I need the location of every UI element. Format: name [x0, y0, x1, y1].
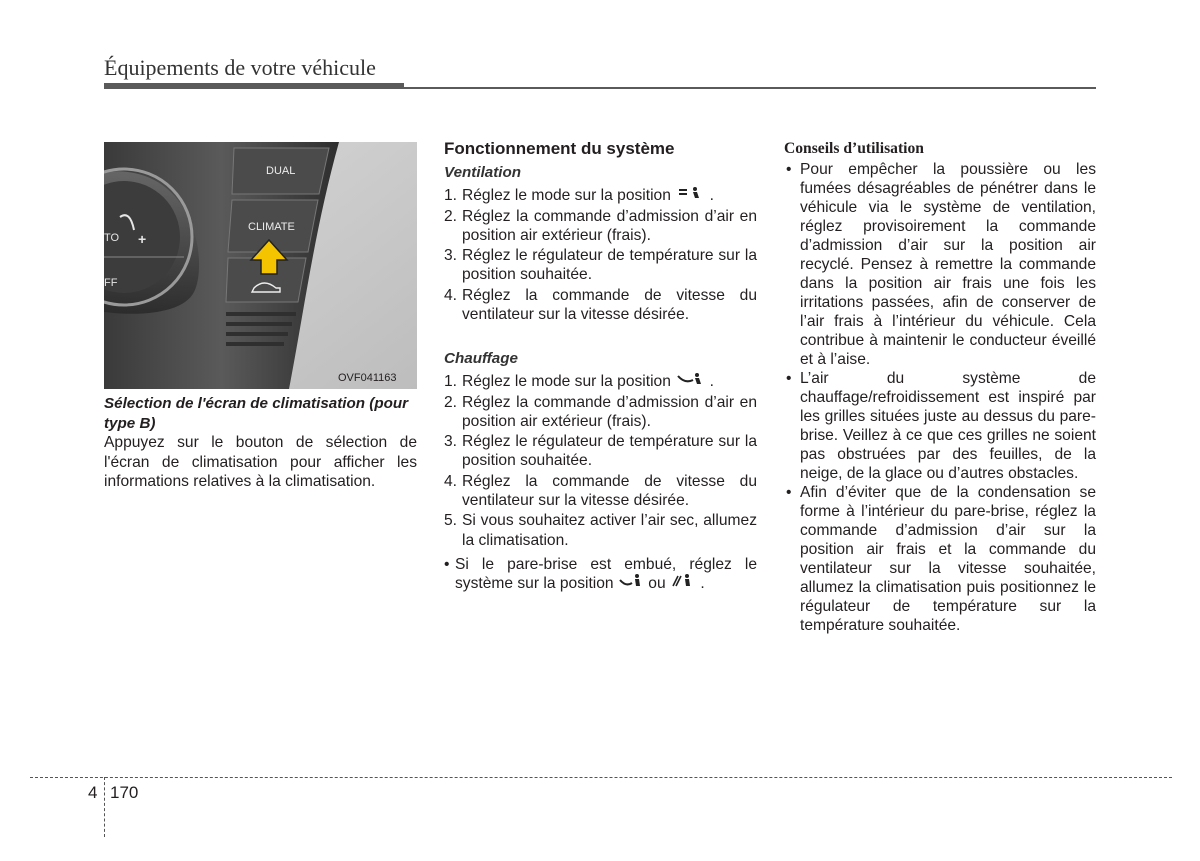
mode-floor-icon: [675, 372, 705, 391]
svg-text:TO: TO: [104, 232, 120, 244]
header-rule-thin: [404, 87, 1096, 89]
svg-text:+: +: [138, 231, 147, 247]
page-header-title: Équipements de votre véhicule: [104, 55, 376, 80]
figure-code: OVF041163: [338, 372, 397, 384]
page-number: 170: [110, 783, 139, 802]
list-item: 3. Réglez le régulateur de température sur la position souhaitée.: [444, 433, 757, 470]
footer-rule: [30, 777, 1172, 778]
climate-panel-figure: [104, 142, 417, 389]
chapter-number: 4: [88, 783, 98, 802]
mode-defrost-icon: [670, 574, 696, 593]
list-item: 2. Réglez la commande d’admission d’air en position air extérieur (frais).: [444, 207, 757, 244]
svg-text:DUAL: DUAL: [266, 165, 296, 177]
tips-list: [784, 160, 1096, 635]
col1-paragraph: Appuyez sur le bouton de sélection de l'écran de climatisation pour afficher les informations relatives à la climatisation.: [104, 434, 417, 490]
footer-divider: [104, 777, 105, 837]
list-item: 4. Réglez la commande de vitesse du ventilateur sur la vitesse désirée.: [444, 472, 757, 510]
subheading-ventilation: Ventilation: [444, 164, 522, 181]
subheading-chauffage: Chauffage: [444, 350, 518, 367]
list-item: • Afin d’éviter que de la condensation se forme à l’intérieur du pare-brise, réglez la commande d’admission d’air sur la position air frais et la commande du ventilateur sur la vitesse souhaitée, allumez la climatisation puis positionnez le régulateur de température sur la température souhaitée.: [786, 484, 1096, 634]
list-item: 4. Réglez la commande de vitesse du ventilateur sur la vitesse désirée.: [444, 286, 757, 324]
svg-text:CLIMATE: CLIMATE: [248, 221, 295, 233]
list-item: • Pour empêcher la poussière ou les fumées désagréables de pénétrer dans le véhicule via le système de ventilation, réglez provisoirement la commande d’admission d’air sur la position air recyclé. Pensez à remettre la commande dans la position air frais une fois les irritations passées, afin de conserver de l’air frais à l’intérieur du véhicule. Cela contribue à maintenir le conducteur éveillé et à l’aise.: [786, 161, 1096, 368]
list-item: 3. Réglez le régulateur de température sur la position souhaitée.: [444, 247, 757, 284]
list-item: 2. Réglez la commande d’admission d’air en position air extérieur (frais).: [444, 393, 757, 430]
ventilation-steps: [444, 186, 757, 325]
header-rule: [104, 83, 404, 89]
list-item: • L’air du système de chauffage/refroidissement est inspiré par les grilles situées juste au dessus du pare-brise. Veillez à ce que ces grilles ne soient pas obstruées par des feuilles, de la neige, de la glace ou d’autres obstacles.: [786, 370, 1096, 482]
svg-text:FF: FF: [104, 277, 118, 289]
list-item: 5. Si vous souhaitez activer l’air sec, allumez la climatisation.: [444, 512, 757, 549]
section-title: Fonctionnement du système: [444, 139, 675, 158]
list-item: • Si le pare-brise est embué, réglez le système sur la position ou .: [444, 556, 757, 593]
figure-caption: Sélection de l'écran de climatisation (pour type B): [104, 395, 409, 432]
list-item: 1. Réglez le mode sur la position .: [444, 187, 714, 204]
tips-title: Conseils d’utilisation: [784, 140, 924, 157]
chauffage-note: [444, 555, 757, 594]
chauffage-steps: [444, 372, 757, 551]
list-item: 1. Réglez le mode sur la position .: [444, 373, 714, 390]
climate-panel-illustration: [104, 142, 417, 389]
mode-floor-defrost-icon: [618, 574, 644, 593]
mode-face-vent-icon: [675, 186, 705, 205]
